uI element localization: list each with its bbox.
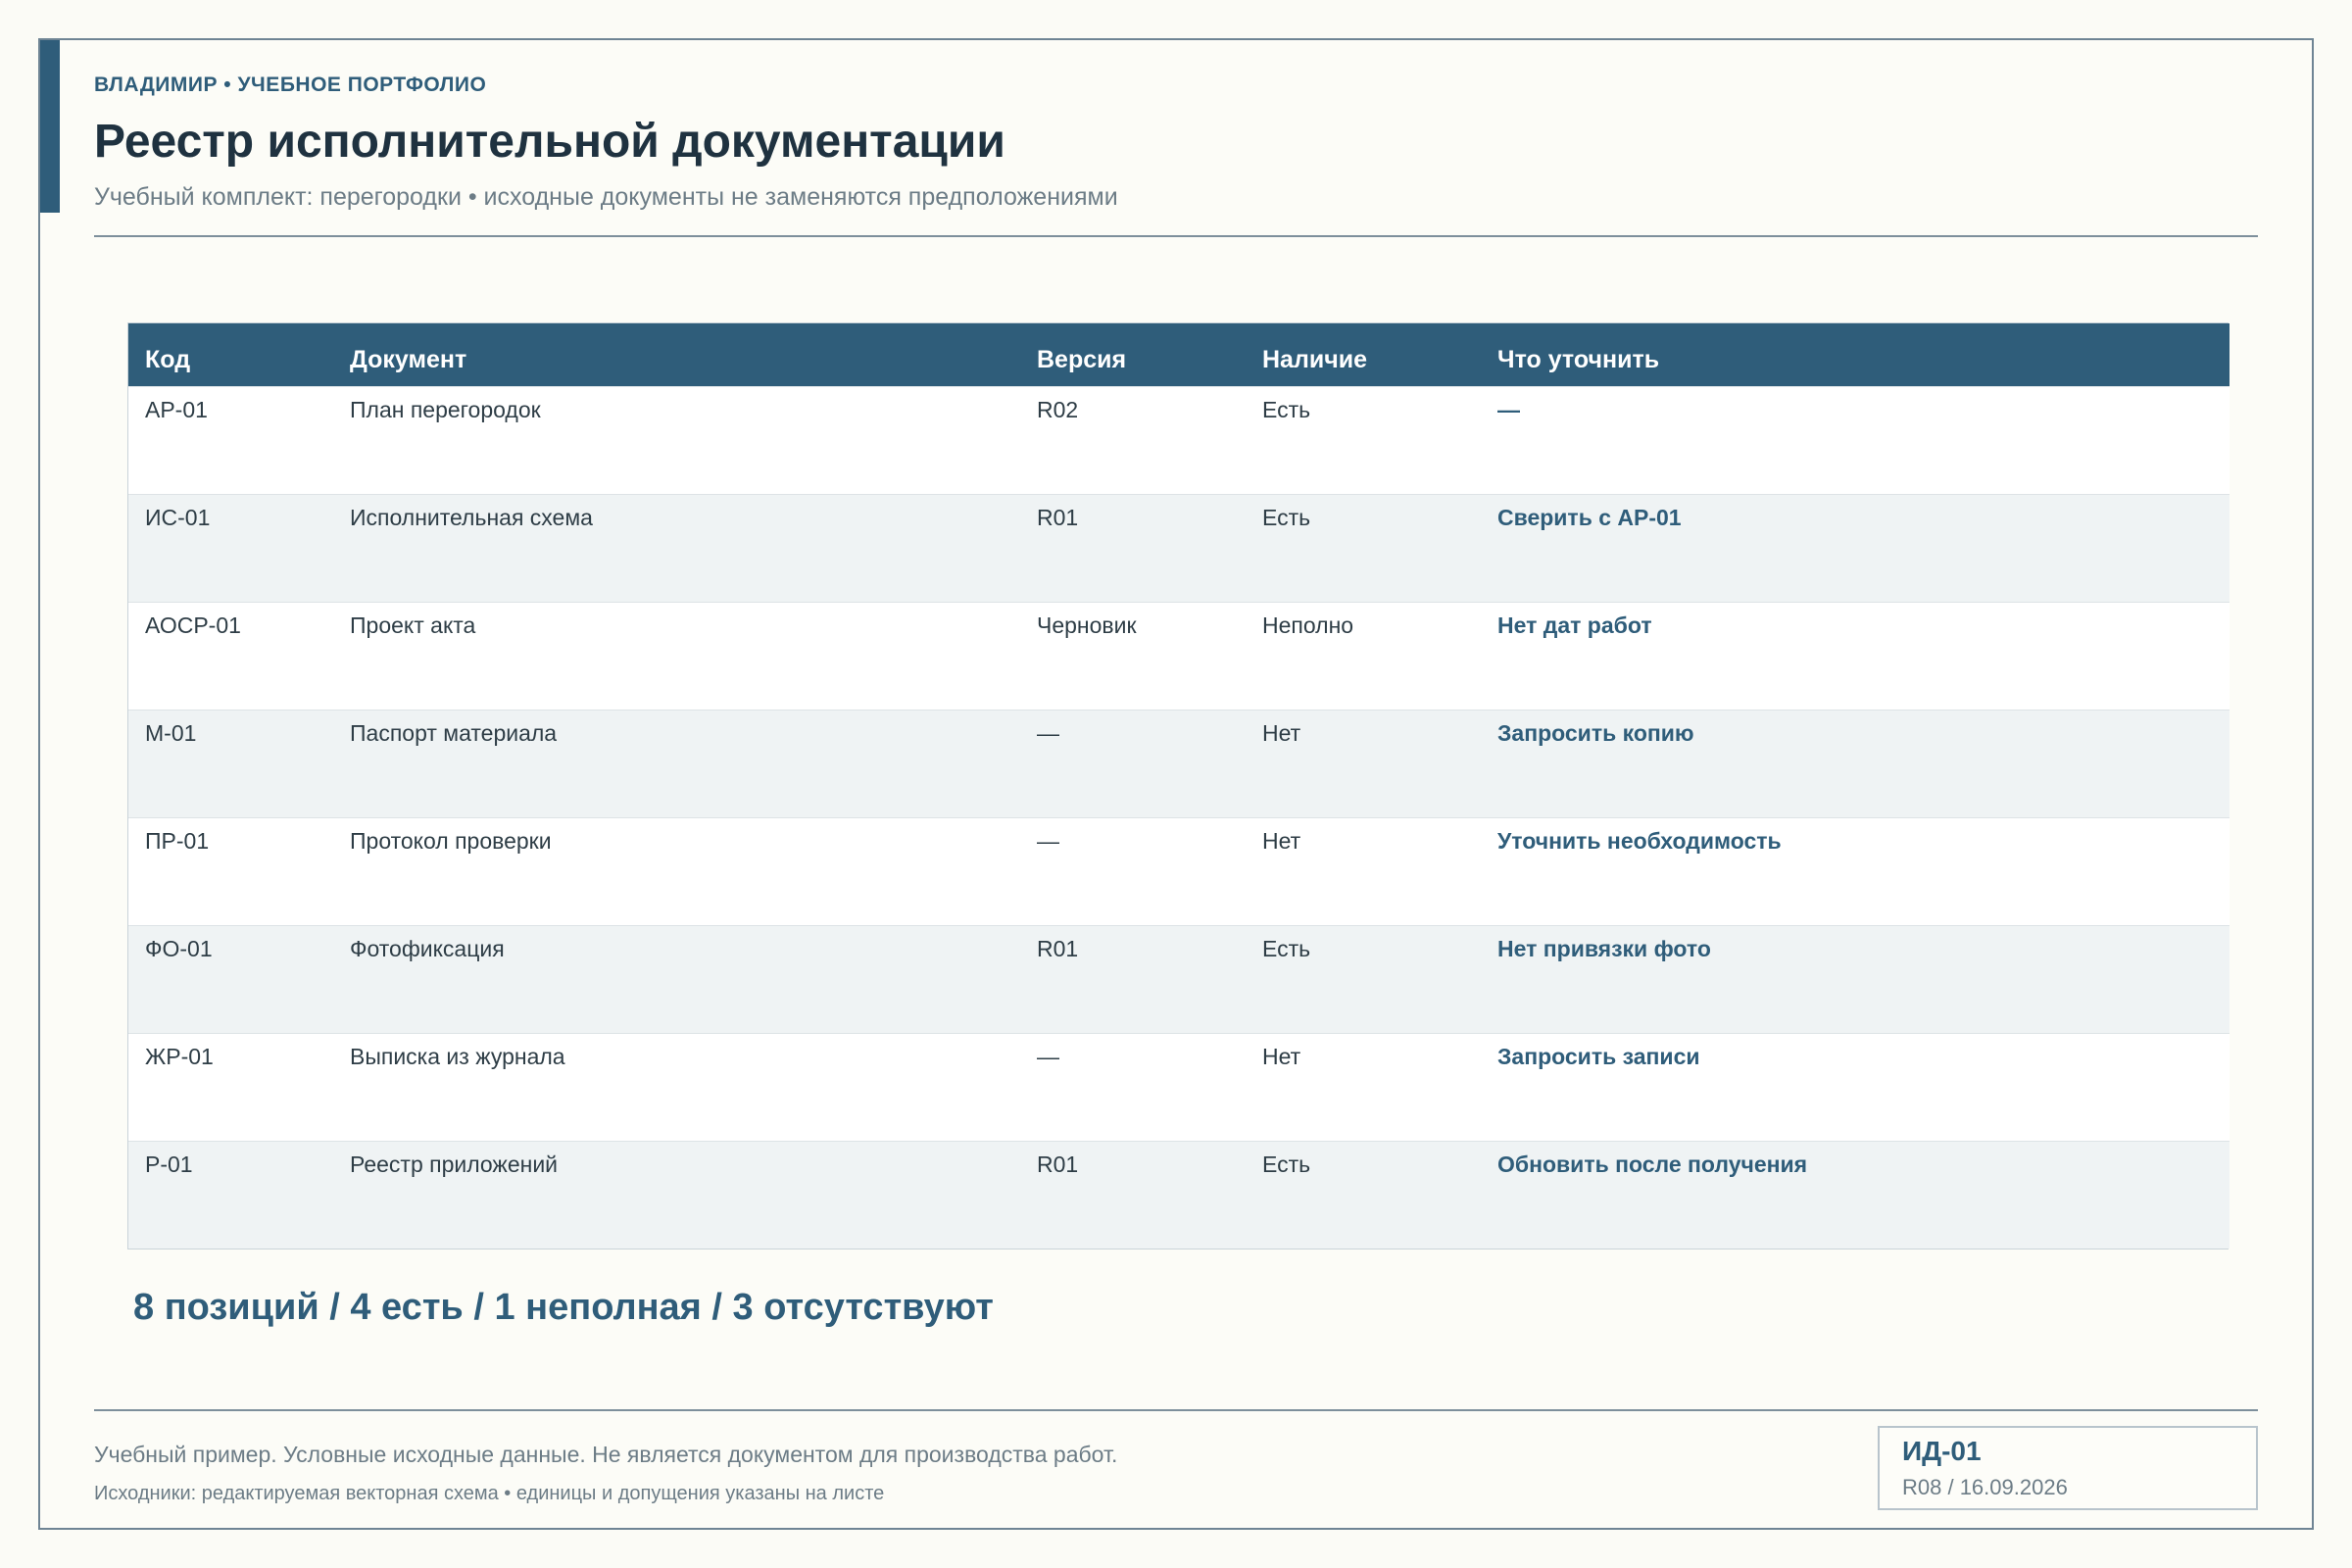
cell-action: Нет привязки фото [1481, 925, 2230, 1033]
title-block-stamp [1878, 1426, 2258, 1510]
cell-action: Уточнить необходимость [1481, 817, 2230, 925]
cell-action: Обновить после получения [1481, 1141, 2230, 1249]
cell-status: Есть [1246, 1141, 1481, 1249]
cell-version: — [1020, 817, 1246, 925]
cell-version: R01 [1020, 494, 1246, 602]
cell-status: Неполно [1246, 602, 1481, 710]
cell-code: ИС-01 [128, 494, 333, 602]
document-sheet [38, 38, 2314, 1530]
cell-code: АОСР-01 [128, 602, 333, 710]
cell-document: Протокол проверки [333, 817, 1020, 925]
sources-note: Исходники: редактируемая векторная схема • единицы и допущения указаны на листе [94, 1483, 885, 1504]
cell-status: Нет [1246, 817, 1481, 925]
cell-action: Запросить копию [1481, 710, 2230, 817]
cell-status: Нет [1246, 710, 1481, 817]
documents-table [127, 322, 2229, 1250]
header-divider [94, 235, 2258, 237]
cell-document: Фотофиксация [333, 925, 1020, 1033]
disclaimer-note: Учебный пример. Условные исходные данные. Не является документом для производства работ. [94, 1442, 1118, 1467]
cell-code: ФО-01 [128, 925, 333, 1033]
header-kicker: ВЛАДИМИР • УЧЕБНОЕ ПОРТФОЛИО [94, 74, 487, 96]
table-row [128, 1141, 2230, 1249]
cell-action: Сверить с АР-01 [1481, 494, 2230, 602]
cell-document: Выписка из журнала [333, 1033, 1020, 1141]
column-header-action: Что уточнить [1481, 323, 2230, 386]
cell-code: ЖР-01 [128, 1033, 333, 1141]
cell-document: План перегородок [333, 386, 1020, 494]
column-header-document: Документ [333, 323, 1020, 386]
cell-document: Реестр приложений [333, 1141, 1020, 1249]
cell-version: — [1020, 1033, 1246, 1141]
cell-version: Черновик [1020, 602, 1246, 710]
table-row [128, 386, 2230, 494]
column-header-version: Версия [1020, 323, 1246, 386]
cell-status: Нет [1246, 1033, 1481, 1141]
cell-version: R01 [1020, 925, 1246, 1033]
cell-version: R02 [1020, 386, 1246, 494]
cell-code: АР-01 [128, 386, 333, 494]
table-row [128, 817, 2230, 925]
cell-status: Есть [1246, 386, 1481, 494]
cell-action: Нет дат работ [1481, 602, 2230, 710]
cell-document: Проект акта [333, 602, 1020, 710]
table-row [128, 494, 2230, 602]
table-row [128, 925, 2230, 1033]
column-header-status: Наличие [1246, 323, 1481, 386]
cell-document: Паспорт материала [333, 710, 1020, 817]
table-row [128, 1033, 2230, 1141]
table-row [128, 602, 2230, 710]
stamp-code: ИД-01 [1902, 1436, 1982, 1466]
table-row [128, 710, 2230, 817]
page-subtitle: Учебный комплект: перегородки • исходные документы не заменяются предположениями [94, 183, 1118, 211]
page-title: Реестр исполнительной документации [94, 116, 1005, 168]
cell-status: Есть [1246, 925, 1481, 1033]
cell-version: R01 [1020, 1141, 1246, 1249]
cell-version: — [1020, 710, 1246, 817]
cell-action: Запросить записи [1481, 1033, 2230, 1141]
column-header-code: Код [128, 323, 333, 386]
cell-code: Р-01 [128, 1141, 333, 1249]
accent-bar [40, 40, 60, 213]
cell-document: Исполнительная схема [333, 494, 1020, 602]
cell-action: — [1481, 386, 2230, 494]
cell-code: М-01 [128, 710, 333, 817]
summary-line: 8 позиций / 4 есть / 1 неполная / 3 отсутствуют [133, 1287, 994, 1328]
cell-status: Есть [1246, 494, 1481, 602]
footer-divider [94, 1409, 2258, 1411]
cell-code: ПР-01 [128, 817, 333, 925]
table-header-row [128, 323, 2230, 386]
stamp-revision: R08 / 16.09.2026 [1902, 1475, 2068, 1499]
